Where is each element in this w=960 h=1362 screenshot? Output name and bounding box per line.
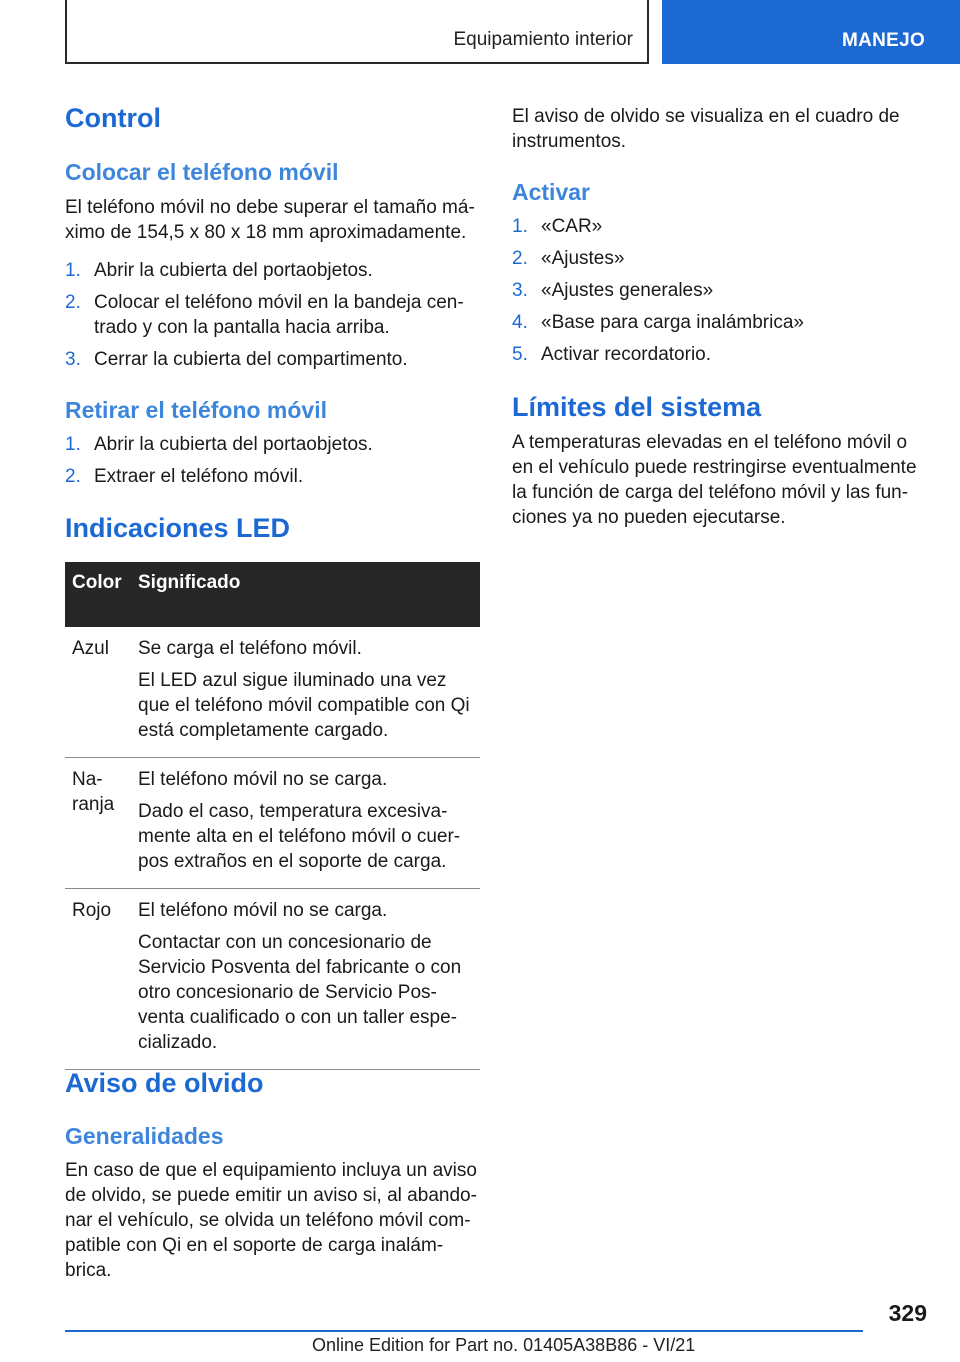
header-section-title: Equipamiento interior [453, 29, 633, 50]
table-cell-color: Naranja [65, 758, 131, 889]
limites-paragraph: A temperaturas elevadas en el teléfono móvil o en el vehículo puede restringirse eventualmente la función de carga del teléfono móvil y las funciones ya no pueden ejecutarse. [512, 432, 917, 528]
table-header-meaning: Significado [131, 562, 480, 627]
led-table [65, 562, 480, 1070]
colocar-paragraph: El teléfono móvil no debe superar el tamaño máximo de 154,5 x 80 x 18 mm aproximadamente. [65, 197, 475, 243]
colocar-steps-list [65, 258, 480, 379]
header-chapter-title: MANEJO [842, 30, 926, 51]
table-row [65, 627, 480, 758]
footer-edition-text: Online Edition for Part no. 01405A38B86 - VI/21 [312, 1335, 696, 1355]
header-chapter-box [662, 0, 960, 64]
heading-aviso: Aviso de olvido [65, 1068, 264, 1098]
list-item: 5. Activar recordatorio. [512, 344, 712, 365]
generalidades-paragraph: En caso de que el equipamiento incluya un aviso de olvido, se puede emitir un aviso si, al abandonar el vehículo, se olvida un teléfono móvil compatible con Qi en el soporte de carga inalámbrica. [65, 1160, 477, 1281]
page-number: 329 [888, 1300, 927, 1326]
list-item: 2. Extraer el teléfono móvil. [65, 466, 304, 487]
meaning-main: Se carga el teléfono móvil. [138, 638, 362, 659]
activar-steps-list [512, 214, 912, 374]
meaning-main: El teléfono móvil no se carga. [138, 900, 388, 921]
meaning-main: El teléfono móvil no se carga. [138, 769, 388, 790]
table-cell-color: Azul [65, 627, 131, 758]
heading-generalidades: Generalidades [65, 1123, 224, 1149]
meaning-detail: Dado el caso, temperatura excesivamente alta en el teléfono móvil o cuerpos extraños en el soporte de carga. [138, 801, 461, 872]
table-row [65, 889, 480, 1070]
heading-control: Control [65, 103, 161, 133]
heading-colocar: Colocar el teléfono móvil [65, 159, 339, 185]
list-item: 2. «Ajustes» [512, 248, 625, 269]
list-item: 3. «Ajustes generales» [512, 280, 714, 301]
table-cell-color: Rojo [65, 889, 131, 1070]
meaning-detail: El LED azul sigue iluminado una vez que el teléfono móvil compatible con Qi está completamente cargado. [138, 670, 470, 741]
table-header-row [65, 562, 480, 627]
header-section-box [65, 0, 649, 64]
heading-retirar: Retirar el teléfono móvil [65, 397, 328, 423]
aviso-intro-paragraph: El aviso de olvido se visualiza en el cuadro de instrumentos. [512, 106, 900, 152]
table-cell-meaning [131, 889, 480, 1070]
list-item: 3. Cerrar la cubierta del compartimento. [65, 349, 408, 370]
retirar-steps-list [65, 432, 480, 496]
heading-limites: Límites del sistema [512, 392, 762, 422]
table-cell-meaning [131, 758, 480, 889]
list-item: 1. Abrir la cubierta del portaobjetos. [65, 260, 373, 281]
heading-activar: Activar [512, 179, 590, 205]
table-cell-meaning [131, 627, 480, 758]
heading-led: Indicaciones LED [65, 513, 291, 543]
list-item: 1. Abrir la cubierta del portaobjetos. [65, 434, 373, 455]
list-item: 4. «Base para carga inalámbrica» [512, 312, 804, 333]
footer-divider [65, 1330, 863, 1332]
meaning-detail: Contactar con un concesionario de Servicio Posventa del fabricante o con otro concesionario de Servicio Posventa cualificado o con un taller especializado. [138, 932, 462, 1053]
list-item: 2. Colocar el teléfono móvil en la bandeja centrado y con la pantalla hacia arriba. [65, 292, 464, 338]
table-header-color: Color [65, 562, 131, 627]
list-item: 1. «CAR» [512, 216, 603, 237]
table-row [65, 758, 480, 889]
